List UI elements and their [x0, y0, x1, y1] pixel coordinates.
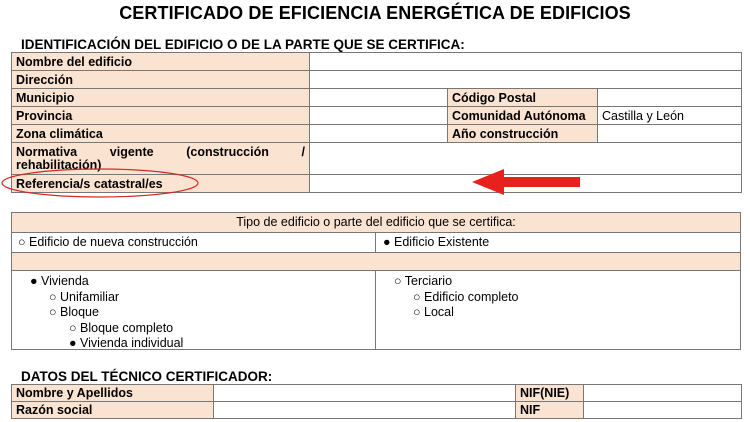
option-edificio-existente[interactable]: ● Edificio Existente — [383, 235, 490, 249]
razon-social-field[interactable] — [214, 402, 516, 419]
tipo-separator-band — [12, 253, 740, 271]
codigo-postal-label: Código Postal — [448, 89, 598, 107]
document-title: CERTIFICADO DE EFICIENCIA ENERGÉTICA DE EDIFICIOS — [119, 3, 631, 23]
razon-social-label: Razón social — [12, 402, 214, 419]
row-municipio — [12, 89, 742, 107]
tecnico-nombre-field[interactable] — [214, 385, 516, 402]
nombre-edificio-field[interactable] — [310, 53, 742, 71]
anio-construccion-label: Año construcción — [448, 125, 598, 143]
zona-climatica-field[interactable] — [310, 125, 448, 143]
normativa-label-line1: Normativa vigente (construcción / — [16, 144, 305, 159]
provincia-field[interactable] — [310, 107, 448, 125]
option-nueva-construccion[interactable]: ○ Edificio de nueva construcción — [18, 235, 198, 249]
provincia-label: Provincia — [12, 107, 310, 125]
normativa-label-line2: rehabilitación) — [16, 157, 102, 172]
codigo-postal-field[interactable] — [598, 89, 742, 107]
row-provincia — [12, 107, 742, 125]
zona-climatica-label: Zona climática — [12, 125, 310, 143]
referencia-catastral-label: Referencia/s catastral/es — [12, 175, 310, 193]
option-unifamiliar[interactable]: ○ Unifamiliar — [49, 290, 120, 304]
tecnico-table — [11, 384, 742, 419]
option-vivienda-individual[interactable]: ● Vivienda individual — [69, 336, 184, 350]
tipo-row-construccion — [12, 233, 740, 253]
row-tecnico-nombre — [12, 385, 742, 402]
anio-construccion-field[interactable] — [598, 125, 742, 143]
nif-label: NIF — [516, 402, 584, 419]
comunidad-value[interactable]: Castilla y León — [598, 107, 742, 125]
option-edificio-completo[interactable]: ○ Edificio completo — [413, 290, 519, 304]
nombre-edificio-label: Nombre del edificio — [12, 53, 310, 71]
red-arrow-icon — [470, 167, 582, 197]
tipo-edificio-heading: Tipo de edificio o parte del edificio que se certifica: — [12, 213, 740, 233]
nif-field[interactable] — [584, 402, 742, 419]
nif-nie-label: NIF(NIE) — [516, 385, 584, 402]
tecnico-nombre-label: Nombre y Apellidos — [12, 385, 214, 402]
option-local[interactable]: ○ Local — [413, 305, 454, 319]
row-direccion — [12, 71, 742, 89]
nif-nie-field[interactable] — [584, 385, 742, 402]
tipo-column-divider — [375, 271, 376, 349]
municipio-label: Municipio — [12, 89, 310, 107]
municipio-field[interactable] — [310, 89, 448, 107]
direccion-label: Dirección — [12, 71, 310, 89]
tipo-edificio-box — [11, 212, 741, 350]
option-terciario[interactable]: ○ Terciario — [394, 274, 453, 288]
row-nombre — [12, 53, 742, 71]
option-bloque[interactable]: ○ Bloque — [49, 305, 99, 319]
section-identificacion-heading: IDENTIFICACIÓN DEL EDIFICIO O DE LA PARTE QUE SE CERTIFICA: — [21, 37, 465, 52]
option-vivienda[interactable]: ● Vivienda — [30, 274, 89, 288]
divider — [375, 233, 376, 252]
highlight-ellipse — [0, 166, 210, 200]
direccion-field[interactable] — [310, 71, 742, 89]
row-zona — [12, 125, 742, 143]
row-razon-social — [12, 402, 742, 419]
section-tecnico-heading: DATOS DEL TÉCNICO CERTIFICADOR: — [21, 369, 273, 384]
option-bloque-completo[interactable]: ○ Bloque completo — [69, 321, 174, 335]
comunidad-label: Comunidad Autónoma — [448, 107, 598, 125]
